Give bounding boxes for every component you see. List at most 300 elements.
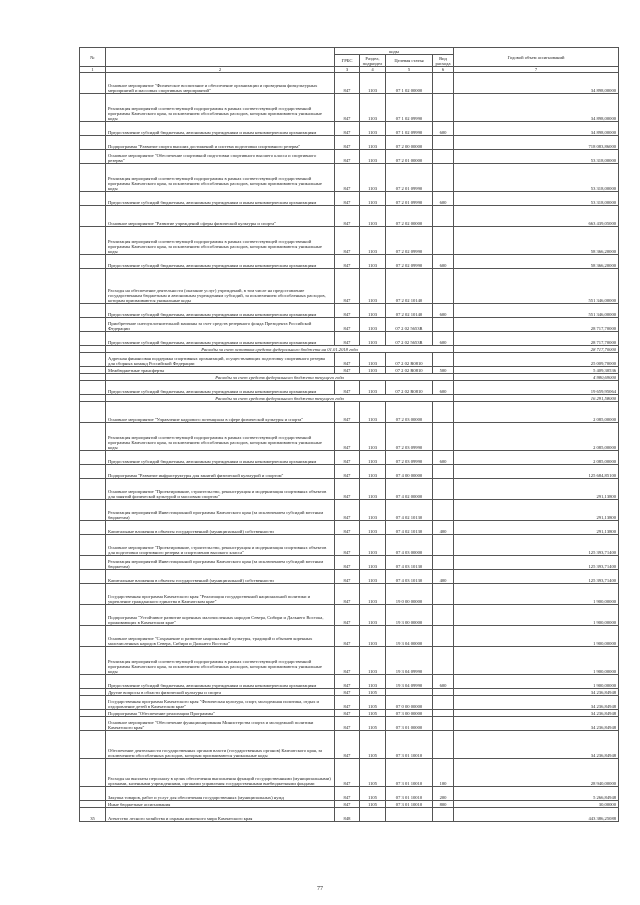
vid-cell (433, 731, 454, 759)
razdel-cell: 1103 (360, 206, 386, 227)
description-cell: Обеспечение деятельности государственных органов власти (государственных органов) Камчатского края, за исключением обособленных расходов, которым присваиваются уникальные коды (106, 731, 335, 759)
grbs-cell: 847 (335, 332, 360, 346)
num-cell (80, 465, 106, 479)
description-cell: Иные бюджетные ассигнования (106, 801, 335, 808)
table-row (80, 759, 619, 787)
amount-cell: 551 346,00000 (454, 304, 619, 318)
razdel-cell: 1103 (360, 451, 386, 465)
table-row (80, 423, 619, 451)
grbs-cell: 847 (335, 731, 360, 759)
razdel-cell: 1103 (360, 465, 386, 479)
description-cell: Капитальные вложения в объекты государственной (муниципальной) собственности (106, 521, 335, 535)
description-cell: Предоставление субсидий бюджетным, автономным учреждениям и иным некоммерческим организациям (106, 332, 335, 346)
description-cell: Реализация мероприятий соответствующей подпрограммы в рамках соответствующей государственной программы Камчатского края, за исключением обособленных расходов, которым присваиваются уникальные коды (106, 647, 335, 675)
table-row (80, 381, 619, 395)
grbs-cell: 847 (335, 605, 360, 626)
description-cell: Основное мероприятие "Развитие учреждений сферы физической культуры и спорта" (106, 206, 335, 227)
description-cell: Подпрограмма "Развитие инфраструктуры для занятий физической культурой и спортом" (106, 465, 335, 479)
vid-cell (433, 584, 454, 605)
description-cell: Закупка товаров, работ и услуг для обеспечения государственных (муниципальных) нужд (106, 787, 335, 801)
col-codes-group: коды (335, 48, 454, 55)
amount-cell: 718 083,86000 (454, 136, 619, 150)
num-cell (80, 73, 106, 94)
razdel-cell: 1105 (360, 710, 386, 717)
col-vid: Вид расхода (433, 55, 454, 67)
amount-cell: 2 085,00000 (454, 423, 619, 451)
description-cell: Другие вопросы в области физической культуры и спорта (106, 689, 335, 696)
grbs-cell: 847 (335, 255, 360, 269)
num-cell (80, 227, 106, 255)
vid-cell (433, 689, 454, 696)
table-row (80, 710, 619, 717)
num-cell (80, 94, 106, 122)
razdel-cell: 1103 (360, 570, 386, 584)
vid-cell (433, 73, 454, 94)
target-cell: 07 1 02 00000 (386, 73, 433, 94)
vid-cell: 600 (433, 332, 454, 346)
table-row (80, 304, 619, 318)
num-cell (80, 759, 106, 787)
num-cell (80, 521, 106, 535)
amount-cell: 443 386,25088 (454, 808, 619, 822)
razdel-cell: 1103 (360, 367, 386, 374)
num-cell (80, 332, 106, 346)
target-cell: 07 2 02 00000 (386, 206, 433, 227)
description-cell: Расходы на обеспечение деятельности (оказание услуг) учреждений, в том числе на предоставление государственным бюджетным и автономным учреждениям субсидий, за исключением обособленных расходов, которым присваиваются уникальные коды (106, 269, 335, 304)
table-row (80, 332, 619, 346)
vid-cell (433, 136, 454, 150)
target-cell: 07 0 00 00000 (386, 696, 433, 710)
grbs-cell: 847 (335, 675, 360, 689)
amount-cell: 125 684,85100 (454, 465, 619, 479)
description-cell: Предоставление субсидий бюджетным, автономным учреждениям и иным некоммерческим организациям (106, 451, 335, 465)
vid-cell (433, 402, 454, 423)
table-row (80, 374, 619, 381)
grbs-cell: 847 (335, 535, 360, 556)
grbs-cell: 847 (335, 710, 360, 717)
razdel-cell: 1103 (360, 675, 386, 689)
amount-cell: 34 898,00000 (454, 73, 619, 94)
vid-cell (433, 535, 454, 556)
target-cell: 07 1 02 09990 (386, 94, 433, 122)
num-cell (80, 353, 106, 367)
razdel-cell: 1103 (360, 556, 386, 570)
table-row (80, 731, 619, 759)
grbs-cell: 847 (335, 150, 360, 164)
target-cell: 07 3 01 10010 (386, 801, 433, 808)
vid-cell (433, 808, 454, 822)
vid-cell: 400 (433, 521, 454, 535)
vid-cell (433, 500, 454, 521)
amount-cell: 58 366,20000 (454, 255, 619, 269)
razdel-cell: 1103 (360, 73, 386, 94)
grbs-cell: 847 (335, 227, 360, 255)
vid-cell (433, 423, 454, 451)
num-cell (80, 647, 106, 675)
table-row (80, 787, 619, 801)
target-cell: 07 2 02 5653R (386, 318, 433, 332)
description-cell: Подпрограмма "Обеспечение реализации Программы" (106, 710, 335, 717)
table-body (80, 73, 619, 822)
amount-cell: 663 439,05000 (454, 206, 619, 227)
razdel-cell: 1103 (360, 500, 386, 521)
col-amount: Годовой объем ассигнований (454, 48, 619, 67)
amount-cell: 34 236,84948 (454, 731, 619, 759)
index-cell: 2 (106, 67, 335, 73)
table-row (80, 255, 619, 269)
target-cell: 19 3 00 00000 (386, 605, 433, 626)
razdel-cell: 1105 (360, 696, 386, 710)
grbs-cell: 847 (335, 136, 360, 150)
num-cell (80, 696, 106, 710)
description-cell: Приобретение снегоуплотнительной машины за счет средств резервного фонда Президента Российской Федерации (106, 318, 335, 332)
razdel-cell: 1103 (360, 626, 386, 647)
razdel-cell: 1103 (360, 136, 386, 150)
note-cell: Расходы за счет остатков средств федерального бюджета на 01.01.2018 года (106, 346, 454, 353)
razdel-cell: 1103 (360, 150, 386, 164)
target-cell: 07 2 02 09990 (386, 227, 433, 255)
razdel-cell: 1103 (360, 164, 386, 192)
target-cell: 07 2 03 09990 (386, 451, 433, 465)
target-cell: 07 2 00 00000 (386, 136, 433, 150)
table-row (80, 164, 619, 192)
vid-cell (433, 626, 454, 647)
description-cell: Реализация мероприятий Инвестиционной программы Камчатского края (за исключением субсидий местным бюджетам) (106, 500, 335, 521)
vid-cell (433, 556, 454, 570)
num-cell (80, 605, 106, 626)
grbs-cell: 847 (335, 206, 360, 227)
target-cell: 07 4 02 10130 (386, 521, 433, 535)
grbs-cell: 848 (335, 808, 360, 822)
num-cell (80, 423, 106, 451)
grbs-cell: 847 (335, 521, 360, 535)
table-row (80, 801, 619, 808)
num-cell (80, 164, 106, 192)
grbs-cell: 847 (335, 367, 360, 374)
grbs-cell: 847 (335, 164, 360, 192)
razdel-cell: 1103 (360, 304, 386, 318)
vid-cell: 600 (433, 675, 454, 689)
table-row (80, 94, 619, 122)
target-cell: 07 3 01 10010 (386, 731, 433, 759)
target-cell: 07 3 00 00000 (386, 710, 433, 717)
num-cell (80, 801, 106, 808)
table-row (80, 136, 619, 150)
description-cell: Предоставление субсидий бюджетным, автономным учреждениям и иным некоммерческим организациям (106, 255, 335, 269)
target-cell: 07 2 02 10140 (386, 269, 433, 304)
table-row (80, 500, 619, 521)
vid-cell: 200 (433, 787, 454, 801)
vid-cell: 800 (433, 801, 454, 808)
razdel-cell: 1105 (360, 759, 386, 787)
description-cell: Основное мероприятие "Управление кадрового потенциала в сфере физической культуры и спорта" (106, 402, 335, 423)
grbs-cell: 847 (335, 717, 360, 731)
target-cell: 07 2 02 09990 (386, 255, 433, 269)
target-cell: 07 2 02 R0810 (386, 381, 433, 395)
description-cell: Предоставление субсидий бюджетным, автономным учреждениям и иным некоммерческим организациям (106, 192, 335, 206)
description-cell: Реализация мероприятий соответствующей подпрограммы в рамках соответствующей государственной программы Камчатского края, за исключением обособленных расходов, которым присваиваются уникальные коды (106, 227, 335, 255)
table-row (80, 696, 619, 710)
description-cell: Основное мероприятие "Физическое воспитание и обеспечение организации и проведения физкультурных мероприятий и массовых спортивных мероприятий" (106, 73, 335, 94)
amount-cell: 28 717,70000 (454, 318, 619, 332)
target-cell: 07 4 02 10130 (386, 500, 433, 521)
target-cell: 07 2 01 09990 (386, 192, 433, 206)
num-cell: 35 (80, 808, 106, 822)
razdel-cell: 1105 (360, 731, 386, 759)
index-cell: 6 (433, 67, 454, 73)
num-cell (80, 122, 106, 136)
razdel-cell: 1105 (360, 717, 386, 731)
num-cell (80, 374, 106, 381)
razdel-cell: 1103 (360, 192, 386, 206)
target-cell: 19 3 04 09990 (386, 675, 433, 689)
target-cell: 07 3 01 10010 (386, 759, 433, 787)
grbs-cell: 847 (335, 423, 360, 451)
description-cell: Капитальные вложения в объекты государственной (муниципальной) собственности (106, 570, 335, 584)
description-cell: Реализация мероприятий соответствующей подпрограммы в рамках соответствующей государственной программы Камчатского края, за исключением обособленных расходов, которым присваиваются уникальные коды (106, 94, 335, 122)
page-number: 77 (317, 886, 323, 892)
amount-cell: 25 009,70000 (454, 353, 619, 367)
razdel-cell: 1105 (360, 787, 386, 801)
amount-cell: 28 717,70000 (454, 332, 619, 346)
vid-cell: 500 (433, 367, 454, 374)
num-cell (80, 570, 106, 584)
grbs-cell: 847 (335, 122, 360, 136)
razdel-cell: 1103 (360, 605, 386, 626)
col-description (106, 48, 335, 67)
razdel-cell: 1103 (360, 255, 386, 269)
razdel-cell: 1103 (360, 584, 386, 605)
vid-cell (433, 647, 454, 675)
index-cell: 1 (80, 67, 106, 73)
num-cell (80, 395, 106, 402)
razdel-cell: 1103 (360, 647, 386, 675)
vid-cell: 600 (433, 122, 454, 136)
num-cell (80, 584, 106, 605)
table-row (80, 605, 619, 626)
table-row (80, 150, 619, 164)
target-cell: 19 3 04 00000 (386, 626, 433, 647)
table-row (80, 626, 619, 647)
amount-cell: 16 291,58000 (454, 395, 619, 402)
table-row (80, 717, 619, 731)
vid-cell (433, 269, 454, 304)
grbs-cell: 847 (335, 353, 360, 367)
amount-cell: 291,13800 (454, 479, 619, 500)
razdel-cell: 1103 (360, 479, 386, 500)
num-cell (80, 500, 106, 521)
target-cell: 19 3 04 09990 (386, 647, 433, 675)
index-cell: 4 (360, 67, 386, 73)
amount-cell: 1 900,00000 (454, 584, 619, 605)
num-cell (80, 787, 106, 801)
vid-cell (433, 318, 454, 332)
description-cell: Основное мероприятие "Проектирование, строительство, реконструкция и модернизация спортивных объектов для занятий физической культурой и массовым спортом" (106, 479, 335, 500)
razdel-cell: 1103 (360, 332, 386, 346)
grbs-cell: 847 (335, 192, 360, 206)
table-row (80, 318, 619, 332)
target-cell: 07 3 01 00000 (386, 717, 433, 731)
num-cell (80, 255, 106, 269)
grbs-cell: 847 (335, 304, 360, 318)
amount-cell: 2 085,00000 (454, 402, 619, 423)
num-cell (80, 346, 106, 353)
target-cell: 07 4 03 10130 (386, 570, 433, 584)
num-cell (80, 269, 106, 304)
num-cell (80, 206, 106, 227)
target-cell: 07 4 02 00000 (386, 479, 433, 500)
grbs-cell: 847 (335, 479, 360, 500)
table-row (80, 521, 619, 535)
vid-cell (433, 353, 454, 367)
description-cell: Предоставление субсидий бюджетным, автономным учреждениям и иным некоммерческим организациям (106, 381, 335, 395)
vid-cell: 600 (433, 381, 454, 395)
num-cell (80, 556, 106, 570)
amount-cell: 291,13800 (454, 500, 619, 521)
table-row (80, 395, 619, 402)
vid-cell (433, 710, 454, 717)
vid-cell (433, 696, 454, 710)
target-cell (386, 808, 433, 822)
col-target: Целевая статья (386, 55, 433, 67)
table-row (80, 367, 619, 374)
table-row (80, 227, 619, 255)
num-cell (80, 150, 106, 164)
note-cell: Расходы за счет средств федерального бюджета текущего года (106, 374, 454, 381)
table-row (80, 479, 619, 500)
vid-cell (433, 206, 454, 227)
table-row (80, 346, 619, 353)
table-row (80, 451, 619, 465)
table-row (80, 73, 619, 94)
num-cell (80, 717, 106, 731)
description-cell: Реализация мероприятий Инвестиционной программы Камчатского края (за исключением субсидий местным бюджетам) (106, 556, 335, 570)
description-cell: Подпрограмма "Развитие спорта высших достижений и система подготовки спортивного резерва" (106, 136, 335, 150)
description-cell: Основное мероприятие "Проектирование, строительство, реконструкция и модернизация спортивных объектов для подготовки спортивного резерва и спортсменов высокого класса" (106, 535, 335, 556)
amount-cell: 28 717,70000 (454, 346, 619, 353)
grbs-cell: 847 (335, 647, 360, 675)
table-row (80, 465, 619, 479)
budget-table (79, 47, 619, 822)
col-number: № (80, 48, 106, 67)
description-cell: Расходы на выплаты персоналу в целях обеспечения выполнения функций государственными (муниципальными) органами, казенными учреждениями, органами управления государственными внебюджетными фондами (106, 759, 335, 787)
razdel-cell: 1103 (360, 318, 386, 332)
num-cell (80, 381, 106, 395)
vid-cell: 400 (433, 570, 454, 584)
vid-cell (433, 94, 454, 122)
amount-cell: 34 898,00000 (454, 122, 619, 136)
description-cell: Государственная программа Камчатского края "Физическая культура, спорт, молодежная политика, отдых и оздоровление детей в Камчатском крае" (106, 696, 335, 710)
num-cell (80, 136, 106, 150)
amount-cell: 551 346,00000 (454, 269, 619, 304)
grbs-cell: 847 (335, 269, 360, 304)
num-cell (80, 479, 106, 500)
grbs-cell: 847 (335, 402, 360, 423)
col-razdel: Раздел, подраздел (360, 55, 386, 67)
description-cell: Межбюджетные трансферты (106, 367, 335, 374)
description-cell: Предоставление субсидий бюджетным, автономным учреждениям и иным некоммерческим организациям (106, 122, 335, 136)
razdel-cell: 1103 (360, 402, 386, 423)
amount-cell: 58 366,20000 (454, 227, 619, 255)
amount-cell: 5 266,84948 (454, 787, 619, 801)
amount-cell: 28 940,00000 (454, 759, 619, 787)
razdel-cell: 1105 (360, 801, 386, 808)
table-row (80, 192, 619, 206)
amount-cell: 34 236,84948 (454, 696, 619, 710)
num-cell (80, 367, 106, 374)
target-cell: 07 2 03 09990 (386, 423, 433, 451)
target-cell: 07 2 02 5653R (386, 332, 433, 346)
target-cell: 07 4 03 10130 (386, 556, 433, 570)
num-cell (80, 402, 106, 423)
grbs-cell: 847 (335, 787, 360, 801)
grbs-cell: 847 (335, 465, 360, 479)
amount-cell: 53 318,00000 (454, 150, 619, 164)
amount-cell: 34 236,84948 (454, 710, 619, 717)
grbs-cell: 847 (335, 73, 360, 94)
table-row (80, 269, 619, 304)
num-cell (80, 710, 106, 717)
table-row (80, 402, 619, 423)
description-cell: Реализация мероприятий соответствующей подпрограммы в рамках соответствующей государственной программы Камчатского края, за исключением обособленных расходов, которым присваиваются уникальные коды (106, 164, 335, 192)
description-cell: Реализация мероприятий соответствующей подпрограммы в рамках соответствующей государственной программы Камчатского края, за исключением обособленных расходов, которым присваиваются уникальные коды (106, 423, 335, 451)
table-row (80, 689, 619, 696)
amount-cell: 1 900,00000 (454, 647, 619, 675)
vid-cell (433, 605, 454, 626)
razdel-cell: 1103 (360, 535, 386, 556)
target-cell: 07 2 01 00000 (386, 150, 433, 164)
table-row (80, 122, 619, 136)
num-cell (80, 689, 106, 696)
amount-cell: 34 236,84948 (454, 689, 619, 696)
num-cell (80, 304, 106, 318)
razdel-cell: 1103 (360, 227, 386, 255)
vid-cell: 600 (433, 255, 454, 269)
razdel-cell: 1103 (360, 521, 386, 535)
amount-cell: 4 980,69000 (454, 374, 619, 381)
table-row (80, 535, 619, 556)
grbs-cell: 847 (335, 570, 360, 584)
vid-cell (433, 479, 454, 500)
description-cell: Государственная программа Камчатского края "Реализация государственной национальной политики и укрепление гражданского единства в Камчатском крае" (106, 584, 335, 605)
amount-cell: 2 085,00000 (454, 451, 619, 465)
razdel-cell: 1103 (360, 122, 386, 136)
target-cell: 07 2 03 00000 (386, 402, 433, 423)
amount-cell: 1 900,00000 (454, 675, 619, 689)
vid-cell: 100 (433, 759, 454, 787)
amount-cell: 30,00000 (454, 801, 619, 808)
amount-cell: 1 900,00000 (454, 605, 619, 626)
grbs-cell: 847 (335, 759, 360, 787)
amount-cell: 1 900,00000 (454, 626, 619, 647)
amount-cell: 53 318,00000 (454, 164, 619, 192)
razdel-cell (360, 808, 386, 822)
table-row (80, 353, 619, 367)
grbs-cell: 847 (335, 801, 360, 808)
table-row (80, 206, 619, 227)
description-cell: Предоставление субсидий бюджетным, автономным учреждениям и иным некоммерческим организациям (106, 304, 335, 318)
num-cell (80, 451, 106, 465)
target-cell: 07 2 02 R0810 (386, 353, 433, 367)
description-cell: Основное мероприятие "Сохранение и развитие национальной культуры, традиций и обычаев коренных малочисленных народов Севера, Сибири и Дальнего Востока" (106, 626, 335, 647)
col-grbs: ГРБС (335, 55, 360, 67)
table-row (80, 556, 619, 570)
target-cell: 07 2 02 10140 (386, 304, 433, 318)
vid-cell (433, 164, 454, 192)
grbs-cell: 847 (335, 556, 360, 570)
amount-cell: 34 898,00000 (454, 94, 619, 122)
grbs-cell: 847 (335, 500, 360, 521)
